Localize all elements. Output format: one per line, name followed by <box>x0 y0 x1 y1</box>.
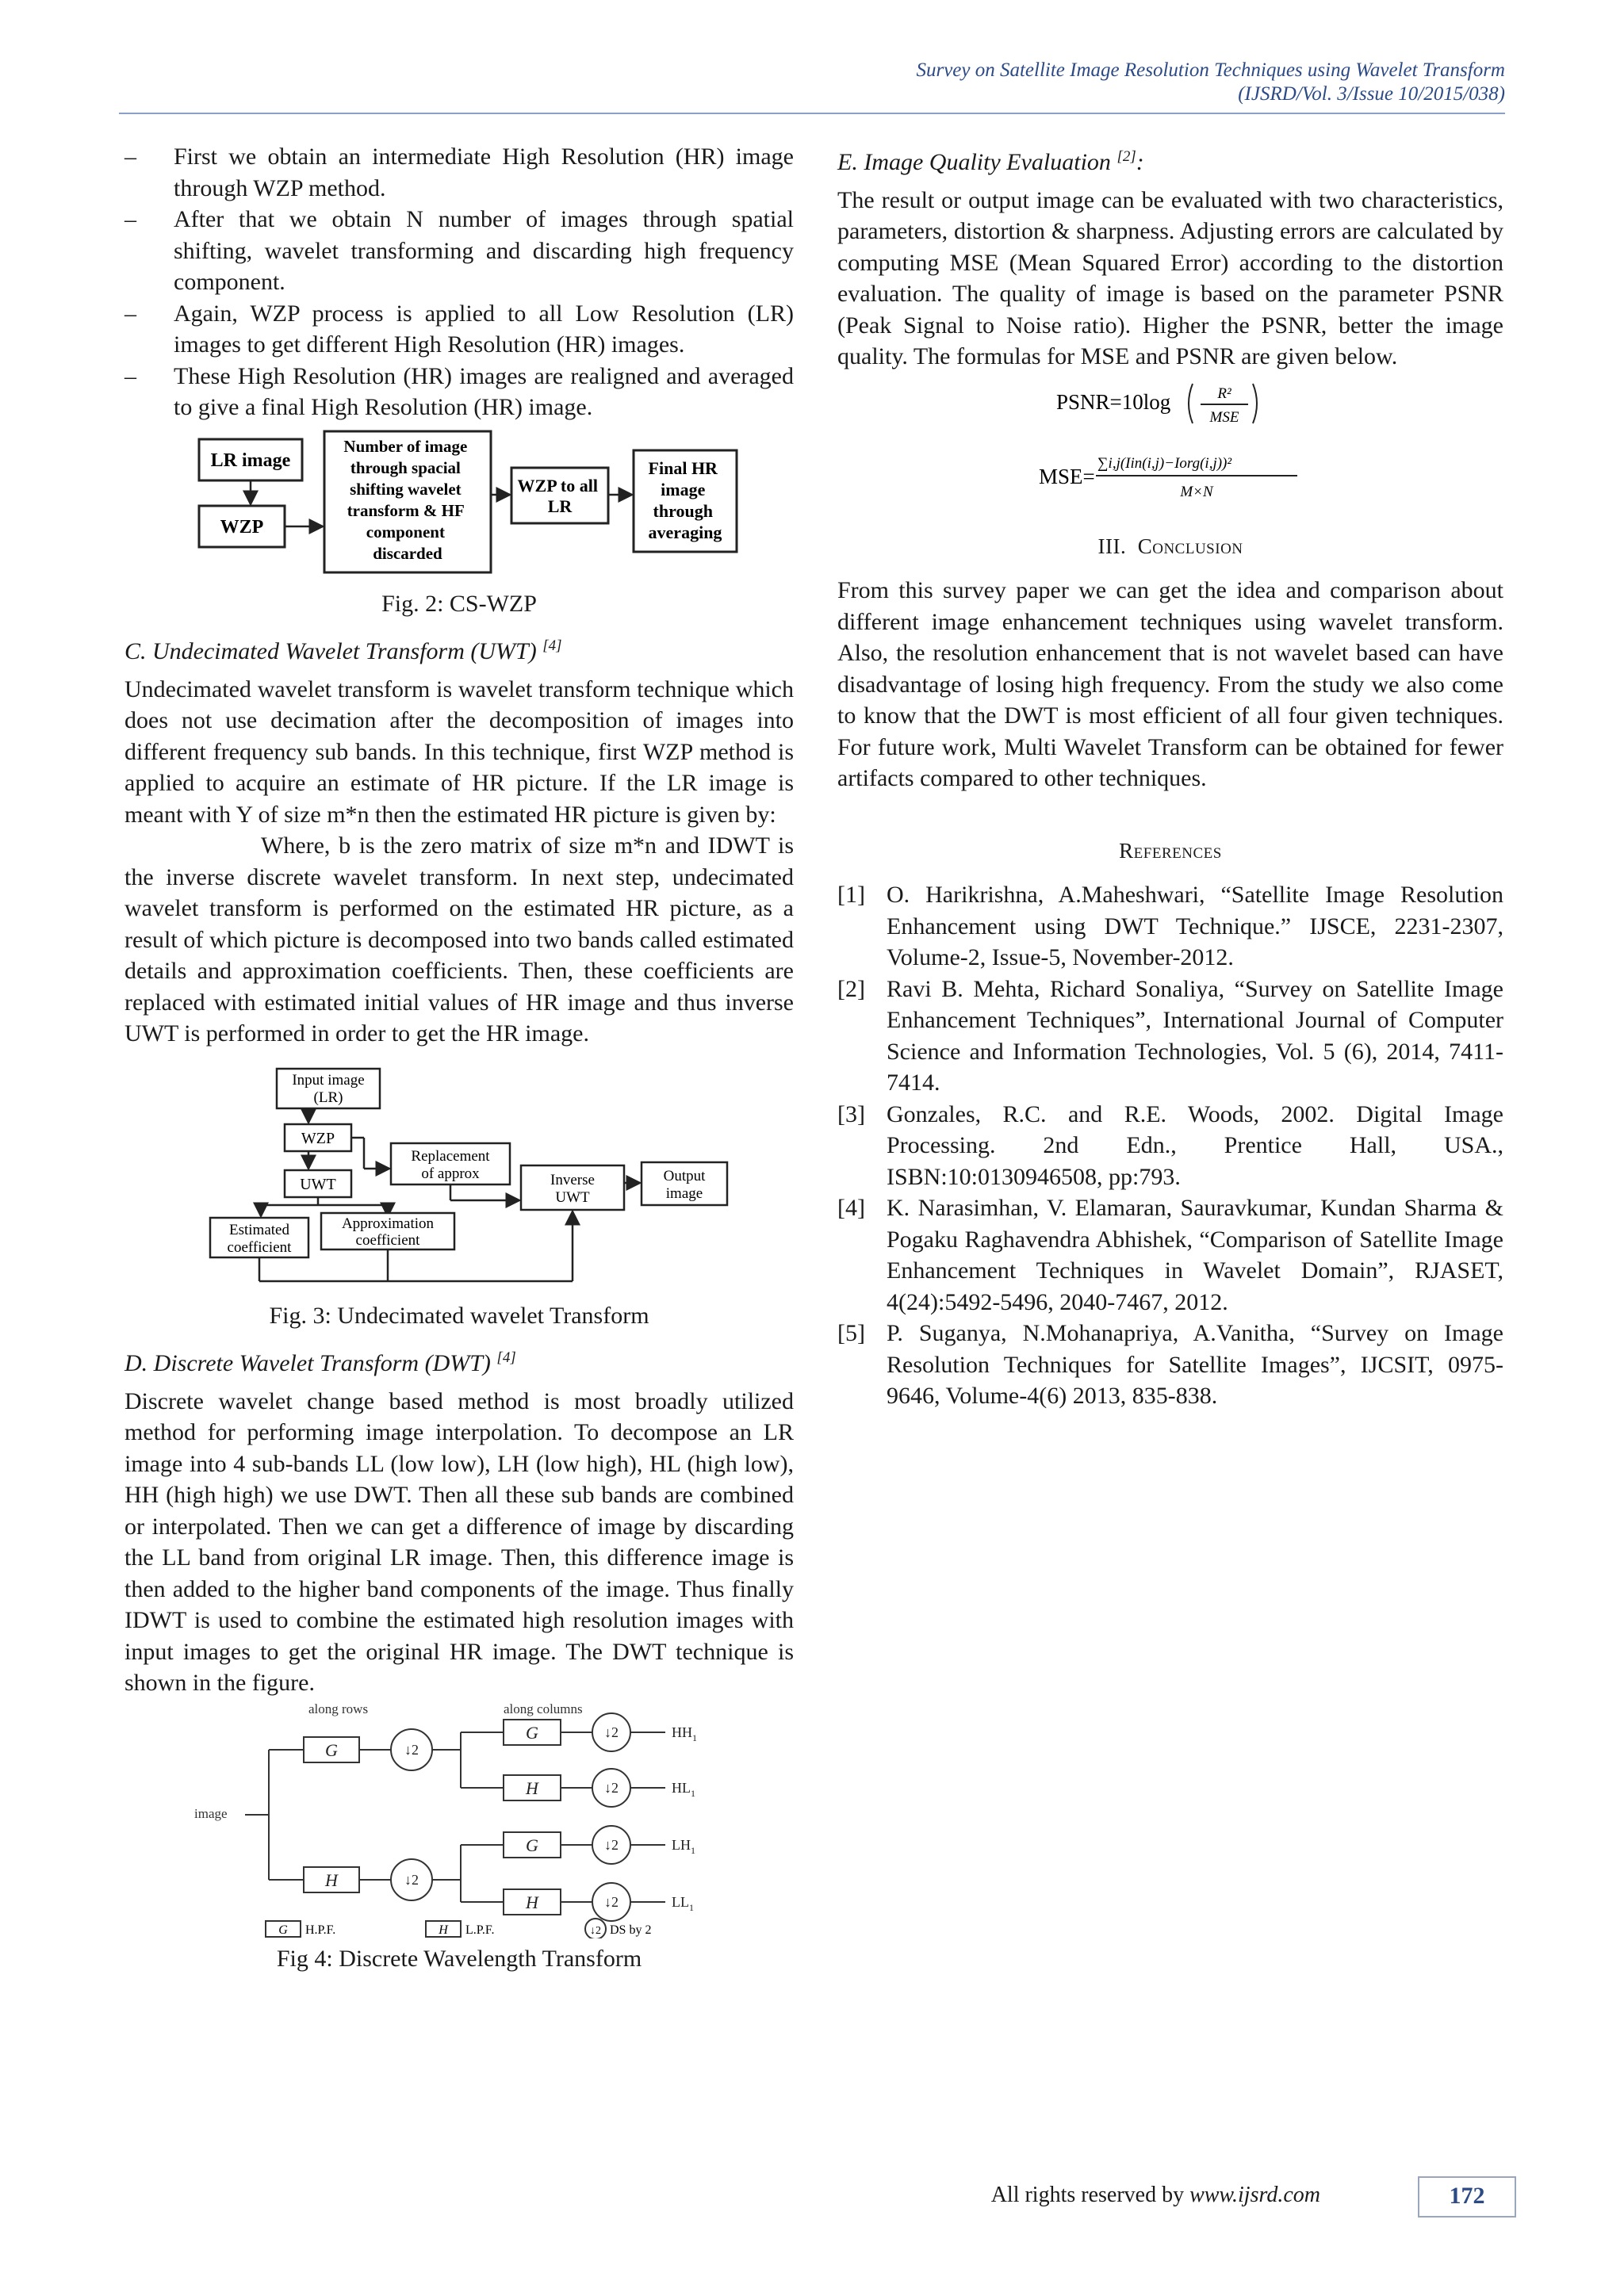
mse-formula <box>1036 447 1305 506</box>
fig3-label: Estimated coefficient <box>227 1221 292 1256</box>
paragraph: The result or output image can be evaluated with two characteristics, parameters, distortion & sharpness. Adjusting errors are calculated by computing MSE (Mean Squared Error) according to the distortion evaluation. The quality of image is based on the parameter PSNR (Peak Signal to Noise ratio). Higher the PSNR, better the image quality. The formulas for MSE and PSNR are given below. <box>837 186 1503 369</box>
fig4-g-label: G <box>526 1835 538 1855</box>
fig4-g-label: G <box>526 1722 538 1743</box>
bullet-text: Again, WZP process is applied to all Low Resolution (LR) images to get different High Resolution (HR) images. <box>174 300 794 358</box>
fig4-label: image <box>194 1805 228 1821</box>
footer-rights: All rights reserved by www.ijsrd.com <box>990 2183 1320 2207</box>
fig2-label: WZP <box>220 516 264 538</box>
fig4-g-label: G <box>325 1739 338 1760</box>
figure-cs-wzp <box>150 428 768 584</box>
psnr-formula <box>1051 377 1289 430</box>
fig2-label-multiline: Number of image through spacial shifting wavelet transform & HF component discarded <box>343 436 468 563</box>
paragraph: Where, b is the zero matrix of size m*n and IDWT is the inverse discrete wavelet transform. In next step, undecimated wavelet transform is performed on the estimated HR picture, as a result of which picture is decomposed into two bands called estimated details and approximation coefficients. Then, these coefficients are replaced with estimated initial values of HR image and thus inverse UWT is performed in order to get the HR image. <box>124 832 794 1047</box>
fig2-label-multiline: WZP to all LR <box>517 475 598 516</box>
bullet-dash: – <box>124 362 136 389</box>
bullet-item <box>124 204 794 298</box>
figure-caption: Fig. 3: Undecimated wavelet Transform <box>269 1302 649 1329</box>
svg-text:↓2: ↓2 <box>590 1924 601 1937</box>
fig4-ds-label: ↓2 <box>604 1893 619 1910</box>
reference-item <box>837 879 1503 974</box>
section-heading: D. Discrete Wavelet Transform (DWT) [4] <box>124 1349 516 1376</box>
bullet-item <box>124 298 794 361</box>
reference-item <box>837 1192 1503 1318</box>
running-header <box>916 59 1505 106</box>
figure-uwt <box>174 1058 745 1295</box>
svg-text:PSNR=10log: PSNR=10log <box>1056 389 1171 414</box>
section-heading: C. Undecimated Wavelet Transform (UWT) [4] <box>124 637 562 664</box>
figure-caption: Fig 4: Discrete Wavelength Transform <box>276 1945 642 1972</box>
section-heading-references: References <box>1119 838 1222 863</box>
reference-text: Ravi B. Mehta, Richard Sonaliya, “Survey on Satellite Image Enhancement Techniques”, International Journal of Computer Science and Information Technologies, Vol. 5 (6), 2014, 7411-7414. <box>887 975 1503 1096</box>
fig2-label: LR image <box>210 450 291 471</box>
bullet-text: These High Resolution (HR) images are realigned and averaged to give a final High Resolution (HR) image. <box>174 362 794 420</box>
citation: [4] <box>496 1349 516 1366</box>
reference-item <box>837 974 1503 1099</box>
svg-text:DS by 2: DS by 2 <box>610 1923 652 1937</box>
svg-text:MSE=: MSE= <box>1039 464 1095 488</box>
fig4-label: along columns <box>504 1701 583 1716</box>
fig4-output-label: $LL_1$ <box>672 1893 694 1913</box>
reference-number: [2] <box>837 975 865 1002</box>
fig4-ds-label: ↓2 <box>404 1741 419 1758</box>
bullet-dash: – <box>124 144 136 170</box>
fig4-h-label: H <box>526 1777 538 1798</box>
reference-number: [4] <box>837 1195 865 1221</box>
fig3-label: Inverse UWT <box>550 1171 595 1206</box>
left-column <box>124 141 794 1974</box>
reference-number: [1] <box>837 882 865 908</box>
header-rule <box>119 113 1505 114</box>
svg-text:MSE: MSE <box>1209 408 1239 426</box>
figure-dwt <box>158 1701 760 1938</box>
paragraph: Undecimated wavelet transform is wavelet transform technique which does not use decimation after the decomposition of images into different frequency sub bands. In this technique, first WZP method is applied to acquire an estimate of HR picture. If the LR image is meant with Y of size m*n then the estimated HR picture is given by: <box>124 675 794 828</box>
svg-text:H: H <box>439 1923 448 1937</box>
paragraph: Discrete wavelet change based method is most broadly utilized method for performing image interpolation. To decompose an LR image into 4 sub-bands LL (low low), LH (low high), HL (high low), HH (high high) we use DWT. Then all these sub bands are combined or interpolated. Then we can get a difference of image by discarding the LL band from original LR image. Then, this difference image is then added to the higher band components of the image. Thus finally IDWT is used to combine the estimated high resolution images with input images to get the original HR image. The DWT technique is shown in the figure. <box>124 1387 794 1696</box>
fig4-legend <box>266 1919 651 1938</box>
fig4-h-label: H <box>325 1869 338 1890</box>
reference-number: [3] <box>837 1100 865 1127</box>
reference-text: P. Suganya, N.Mohanapriya, A.Vanitha, “Survey on Image Resolution Techniques for Satellite Images”, IJCSIT, 0975-9646, Volume-4(6) 2013, 835-838. <box>887 1320 1503 1409</box>
bullet-text: First we obtain an intermediate High Resolution (HR) image through WZP method. <box>174 144 794 201</box>
bullet-dash: – <box>124 300 136 327</box>
bullet-text: After that we obtain N number of images through spatial shifting, wavelet transforming and discarding high frequency component. <box>174 206 794 295</box>
fig3-label: Approximation coefficient <box>341 1215 435 1249</box>
reference-item <box>837 1099 1503 1193</box>
bullet-item <box>124 141 794 204</box>
reference-item <box>837 1318 1503 1412</box>
fig3-label: Input image (LR) <box>292 1071 365 1106</box>
reference-text: Gonzales, R.C. and R.E. Woods, 2002. Digital Image Processing. 2nd Edn., Prentice Hall, USA., ISBN:10:0130946508, pp:793. <box>887 1100 1503 1190</box>
fig4-output-label: $HH_1$ <box>672 1724 697 1743</box>
svg-text:R²: R² <box>1217 385 1231 402</box>
fig4-ds-label: ↓2 <box>404 1871 419 1888</box>
bullet-dash: – <box>124 206 136 232</box>
section-heading-conclusion: III. Conclusion <box>1097 534 1243 558</box>
fig3-label: Replacement of approx <box>411 1147 490 1182</box>
page-number: 172 <box>1418 2176 1516 2218</box>
footer-site-link[interactable]: www.ijsrd.com <box>1189 2183 1320 2207</box>
bullet-item <box>124 361 794 423</box>
fig4-ds-label: ↓2 <box>604 1836 619 1853</box>
page-footer <box>990 2176 1538 2216</box>
reference-number: [5] <box>837 1320 865 1346</box>
paragraph: From this survey paper we can get the idea and comparison about different image enhancement techniques using wavelet transform. Also, the resolution enhancement that is not wavelet based can have disadvantage of losing high frequency. From the study we also come to know that the DWT is most efficient of all four given techniques. For future work, Multi Wavelet Transform can be obtained for fewer artifacts compared to other techniques. <box>837 577 1503 791</box>
fig3-label: Output image <box>663 1167 706 1202</box>
section-heading: E. Image Quality Evaluation [2]: <box>837 148 1144 175</box>
figure-caption: Fig. 2: CS-WZP <box>381 590 537 617</box>
svg-text:H.P.F.: H.P.F. <box>305 1923 336 1937</box>
svg-text:G: G <box>278 1923 288 1937</box>
fig4-ds-label: ↓2 <box>604 1724 619 1740</box>
header-title: Survey on Satellite Image Resolution Techniques using Wavelet Transform <box>916 59 1505 81</box>
svg-text:L.P.F.: L.P.F. <box>465 1923 495 1937</box>
fig3-label: UWT <box>300 1175 336 1193</box>
citation: [2] <box>1116 148 1136 165</box>
header-issue: (IJSRD/Vol. 3/Issue 10/2015/038) <box>1238 83 1505 105</box>
fig4-h-label: H <box>526 1892 538 1912</box>
fig2-label-multiline: Final HR image through averaging <box>648 457 722 542</box>
reference-text: K. Narasimhan, V. Elamaran, Sauravkumar, Kundan Sharma & Pogaku Raghavendra Abhishek, “Comparison of Satellite Image Enhancement Techniques in Wavelet Domain”, RJASET, 4(24):5492-5496, 2040-7467, 2012. <box>887 1195 1503 1315</box>
svg-text:∑i,j(Iin(i,j)−Iorg(i,j))²: ∑i,j(Iin(i,j)−Iorg(i,j))² <box>1097 454 1232 472</box>
right-column <box>837 141 1503 1412</box>
fig3-label: WZP <box>301 1129 335 1147</box>
fig4-output-label: $HL_1$ <box>672 1779 695 1799</box>
fig4-label: along rows <box>308 1701 369 1716</box>
reference-text: O. Harikrishna, A.Maheshwari, “Satellite Image Resolution Enhancement using DWT Technique.” IJSCE, 2231-2307, Volume-2, Issue-5, November-2012. <box>887 882 1503 970</box>
fig4-ds-label: ↓2 <box>604 1779 619 1796</box>
fig4-output-label: $LH_1$ <box>672 1836 695 1856</box>
citation: [4] <box>542 637 562 654</box>
svg-text:M×N: M×N <box>1180 483 1213 500</box>
